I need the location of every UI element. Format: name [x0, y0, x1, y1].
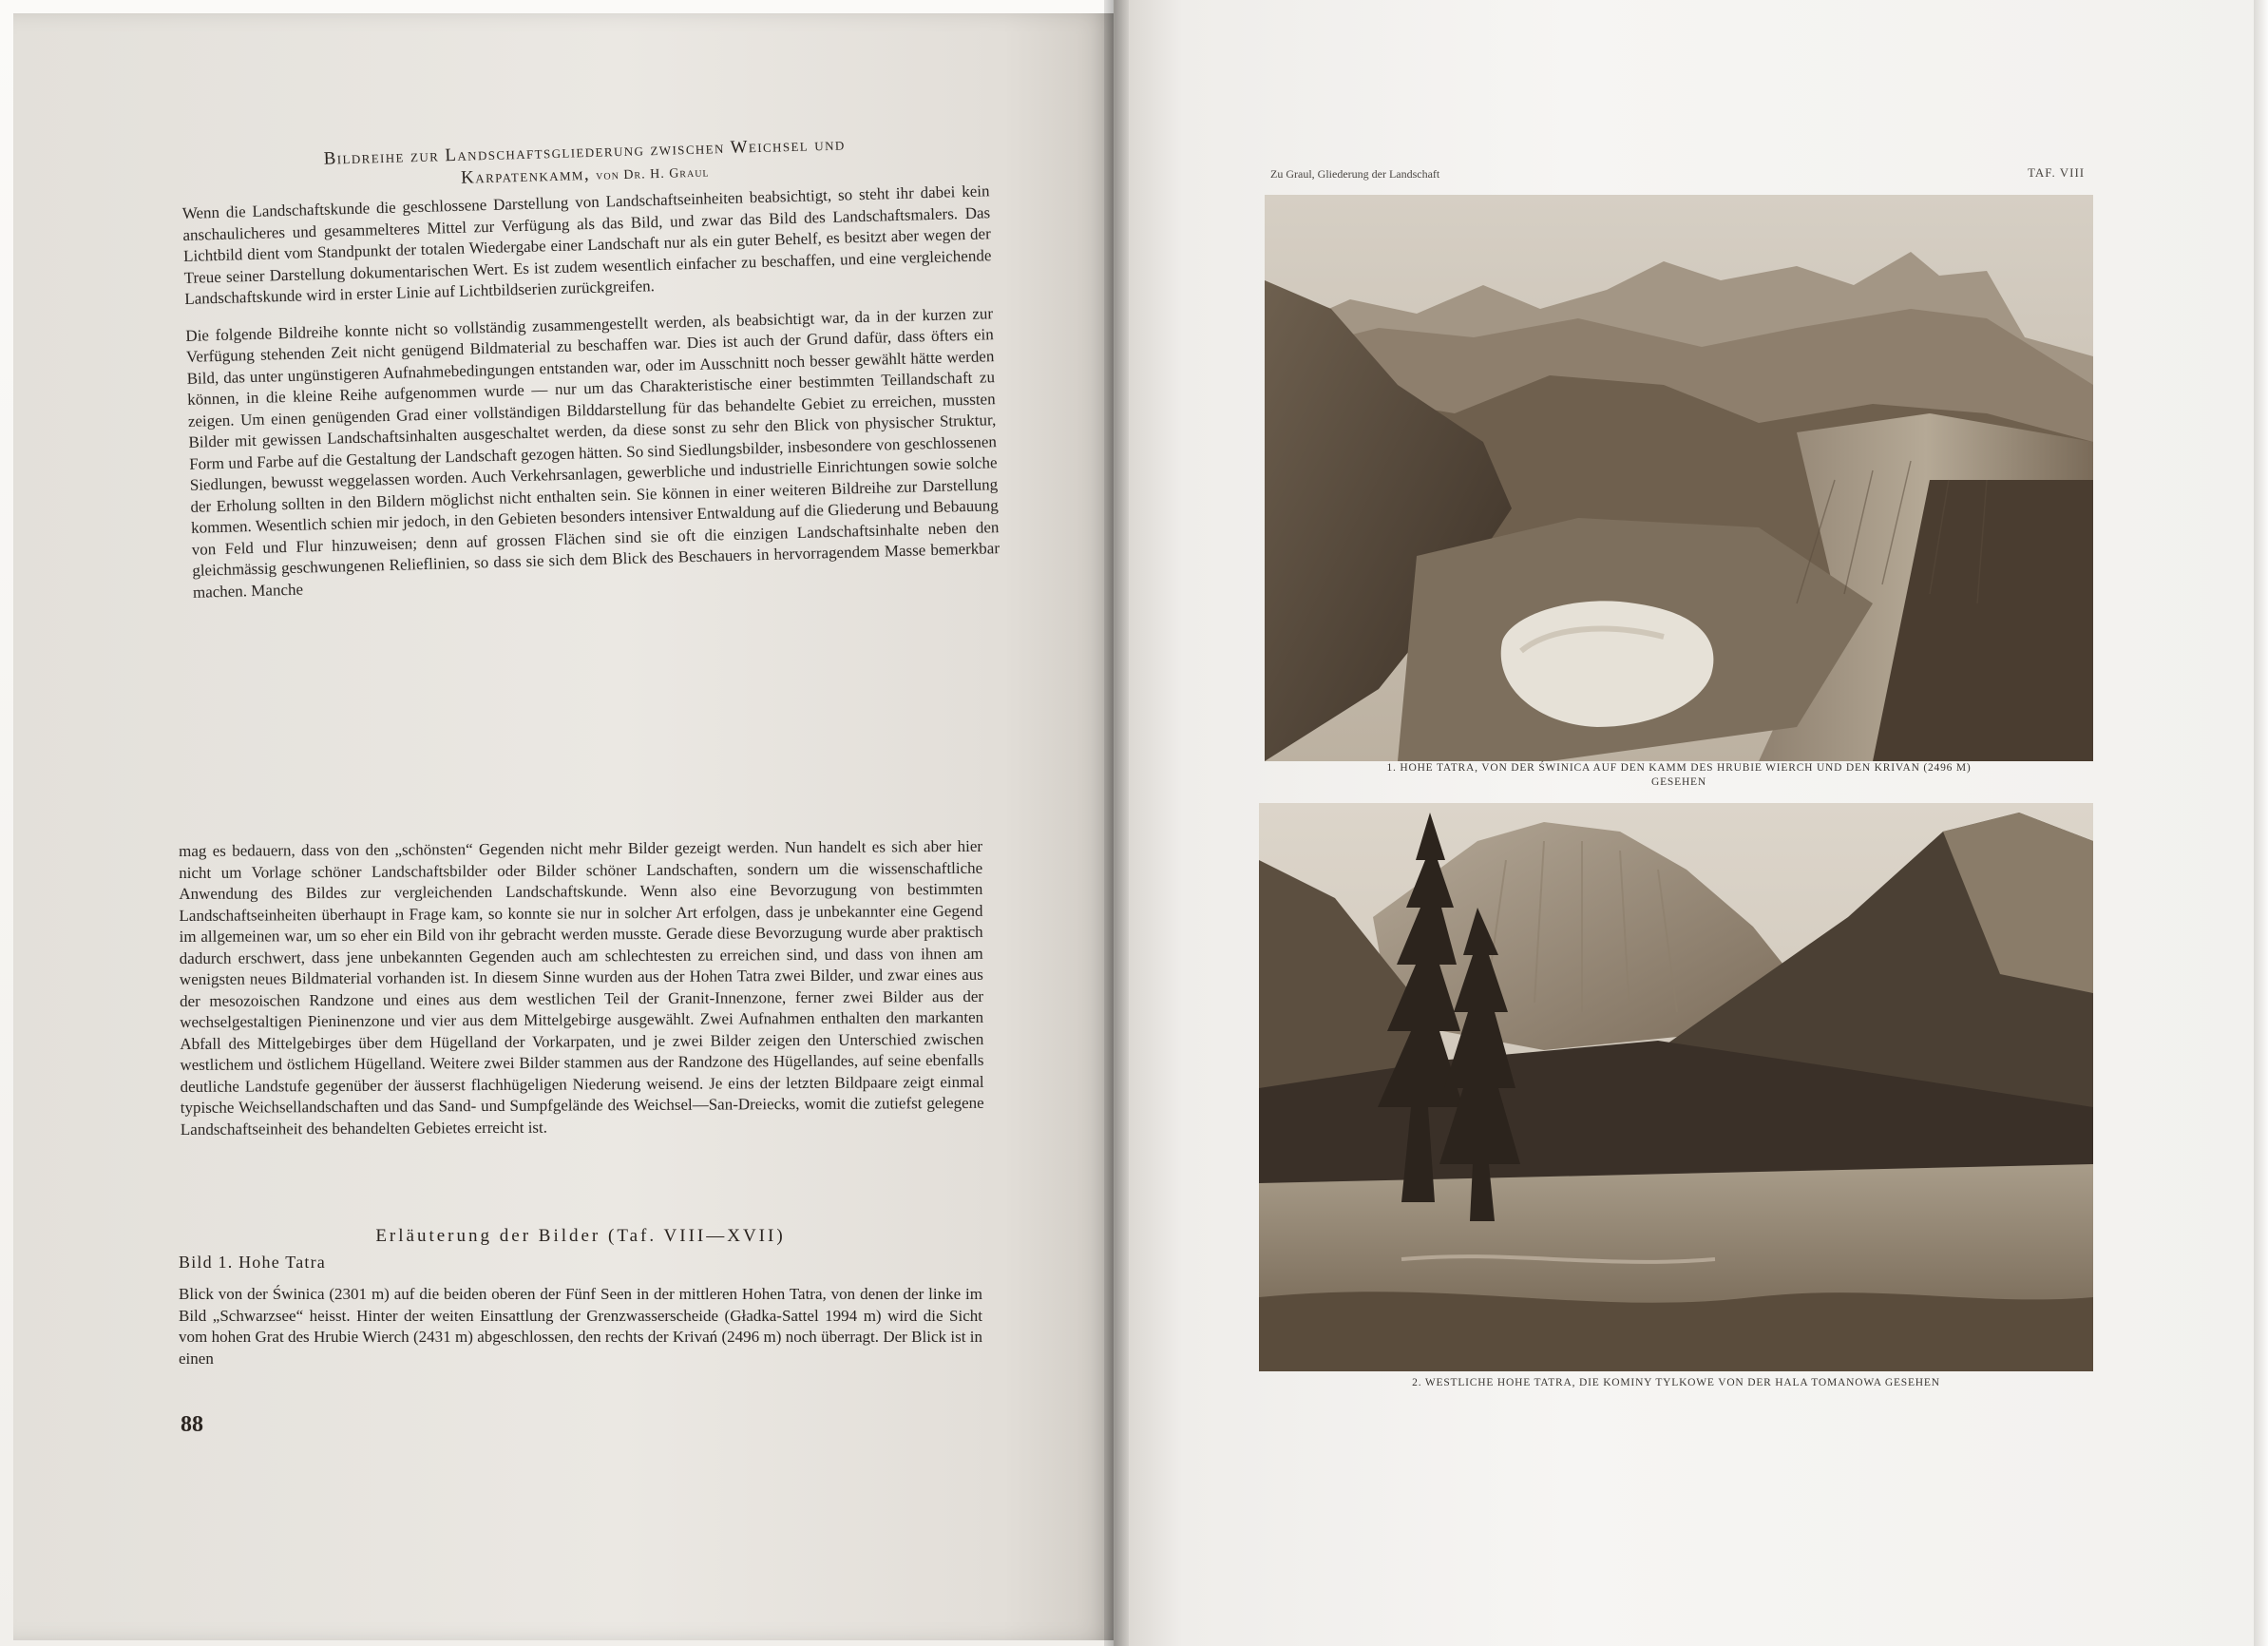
photo-hohe-tatra-lake-image — [1265, 195, 2093, 761]
photo1-caption — [1265, 761, 2093, 790]
page-edge — [2254, 0, 2268, 1646]
paragraph-main-part1: Die folgende Bildreihe konnte nicht so vollständig zusammengestellt werden, als beabsichtigt war, da in der kurzen zur Verfügung stehenden Zeit nicht genügend Bildmaterial zu beschaffen war. Dies ist auch der Grund dafür, dass öfters ein Bild, das unter ungünstigeren Aufnahmebedingungen entstanden war, oder im Ausschnitt noch besser gewählt hätte werden können, in die kleine Reihe aufgenommen wurde — nur um das Charakteristische einer bestimmten Teillandschaft zu zeigen. Um einen genügenden Grad einer vollständigen Bilddarstellung für das behandelte Gebiet zu erreichen, mussten Bilder mit gewissen Landschaftsinhalten ausgeschaltet werden, da diese sonst zu sehr den Blick von physischer Struktur, Form und Farbe auf die Gestaltung der Landschaft gezogen hätten. So sind Siedlungsbilder, insbesondere von geschlossenen Siedlungen, bewusst weggelassen worden. Auch Verkehrsanlagen, gewerbliche und industrielle Einrichtungen sowie solche der Erholung sollten in den Bildern möglichst nicht enthalten sein. Sie können in einer weiteren Bildreihe zur Darstellung kommen. Wesentlich schien mir jedoch, in den Gebieten besonders intensiver Entwaldung auf die Gliederung und Bebauung von Feld und Flur hinzuweisen; denn auf grossen Flächen sind sie oft die einzigen Landschaftsinhalte neben den gleichmässig geschwungenen Relieflinien, so dass sie sich dem Blick des Beschauers in hervorragendem Masse bemerkbar machen. Manche — [185, 303, 1001, 602]
running-header: Zu Graul, Gliederung der Landschaft — [1270, 167, 1440, 181]
photo-westliche-hohe-tatra — [1259, 803, 2093, 1371]
left-page-lower-text — [179, 1226, 982, 1369]
photo2-caption: 2. WESTLICHE HOHE TATRA, DIE KOMINY TYLKOWE VON DER HALA TOMANOWA GESEHEN — [1412, 1377, 1940, 1388]
plate-number: TAF. VIII — [2028, 165, 2086, 180]
sub-heading: Bild 1. Hohe Tatra — [179, 1253, 326, 1272]
paragraph-bild1: Blick von der Świnica (2301 m) auf die beiden oberen der Fünf Seen in der mittleren Hohen Tatra, von denen der linke im Bild „Schwarzsee“ heisst. Hinter der weiten Einsattlung der Grenzwasserscheide (Gładka-Sattel 1994 m) wird die Sicht vom hohen Grat des Hrubie Wierch (2431 m) abgeschlossen, den rechts der Krivań (2496 m) noch überragt. Der Blick ist in einen — [179, 1285, 982, 1368]
paragraph-intro: Wenn die Landschaftskunde die geschlossene Darstellung von Landschaftseinheiten beabsichtigt, so steht ihr dabei kein anschaulicheres und gesammelteres Mittel zur Verfügung als das Bild, und zwar das Bild des Landschaftsmalers. Das Lichtbild dient vom Standpunkt der totalen Wiedergabe einer Landschaft nur als ein guter Behelf, es besitzt aber wegen der Treue seiner Darstellung dokumentarischen Wert. Es ist zudem wesentlich einfacher zu beschaffen, und eine vergleichende Landschaftskunde wird in erster Linie auf Lichtbildserien zurückgreifen. — [181, 182, 992, 308]
page-number: 88 — [181, 1412, 203, 1437]
article-author: von Dr. H. Graul — [595, 165, 710, 183]
photo1-caption-line2: GESEHEN — [1651, 776, 1706, 788]
section-heading: Erläuterung der Bilder (Taf. VIII—XVII) — [375, 1226, 786, 1246]
article-title-line1: Bildreihe zur Landschaftsgliederung zwischen Weichsel und — [323, 134, 846, 169]
article-title-line2: Karpatenkamm, — [460, 163, 591, 188]
photo1-caption-line1: 1. HOHE TATRA, VON DER ŚWINICA AUF DEN KAMM DES HRUBIE WIERCH UND DEN KRIVAN (2496 M) — [1386, 762, 1972, 774]
left-page-upper-text — [181, 129, 1001, 603]
photo-westliche-hohe-tatra-image — [1259, 803, 2093, 1371]
photo-hohe-tatra-lake — [1265, 195, 2093, 761]
book-gutter — [1104, 0, 1129, 1646]
left-page-middle-text — [179, 836, 984, 1140]
paragraph-main-part2: mag es bedauern, dass von den „schönsten“ Gegenden nicht mehr Bilder gezeigt werden. Nun handelt es sich aber hier nicht um Vorlage schöner Landschaftsbilder oder Bilder schöner Landschaften, sondern um die wissenschaftliche Anwendung des Bildes zur vergleichenden Landschaftskunde. Wenn also eine Bevorzugung von bestimmten Landschaftseinheiten überhaupt in Frage kam, so konnte sie nur in solcher Art erfolgen, dass je unbekannter eine Gegend im allgemeinen war, um so eher ein Bild von ihr gebracht werden musste. Gerade diese Bevorzugung wurde aber praktisch dadurch erschwert, dass jene unbekannten Gegenden auch am schlechtesten zu erreichen sind, und dass von ihnen am wenigsten neues Bildmaterial vorhanden ist. In diesem Sinne wurden aus der Hohen Tatra zwei Bilder, und zwar eines aus der mesozoischen Randzone und eines aus dem westlichen Teil der Granit-Innenzone, ferner zwei Bilder aus der wechselgestaltigen Pieninenzone und vier aus dem Mittelgebirge ausgewählt. Zwei Aufnahmen enthalten den markanten Abfall des Mittelgebirges über dem Hügelland der Vorkarpaten, und je zwei Bilder zeigen den Unterschied zwischen westlichem und östlichem Hügelland. Weitere zwei Bilder stammen aus der Randzone des Hügellandes, auf seine ebenfalls deutliche Landstufe gegenüber der äusserst flachhügeligen Niederung weisend. Je eins der letzten Bildpaare zeigt einmal typische Weichsellandschaften und das Sand- und Sumpfgelände des Weichsel—San-Dreiecks, womit die zutiefst gelegene Landschaftseinheit des behandelten Gebietes erreicht ist. — [179, 836, 984, 1139]
